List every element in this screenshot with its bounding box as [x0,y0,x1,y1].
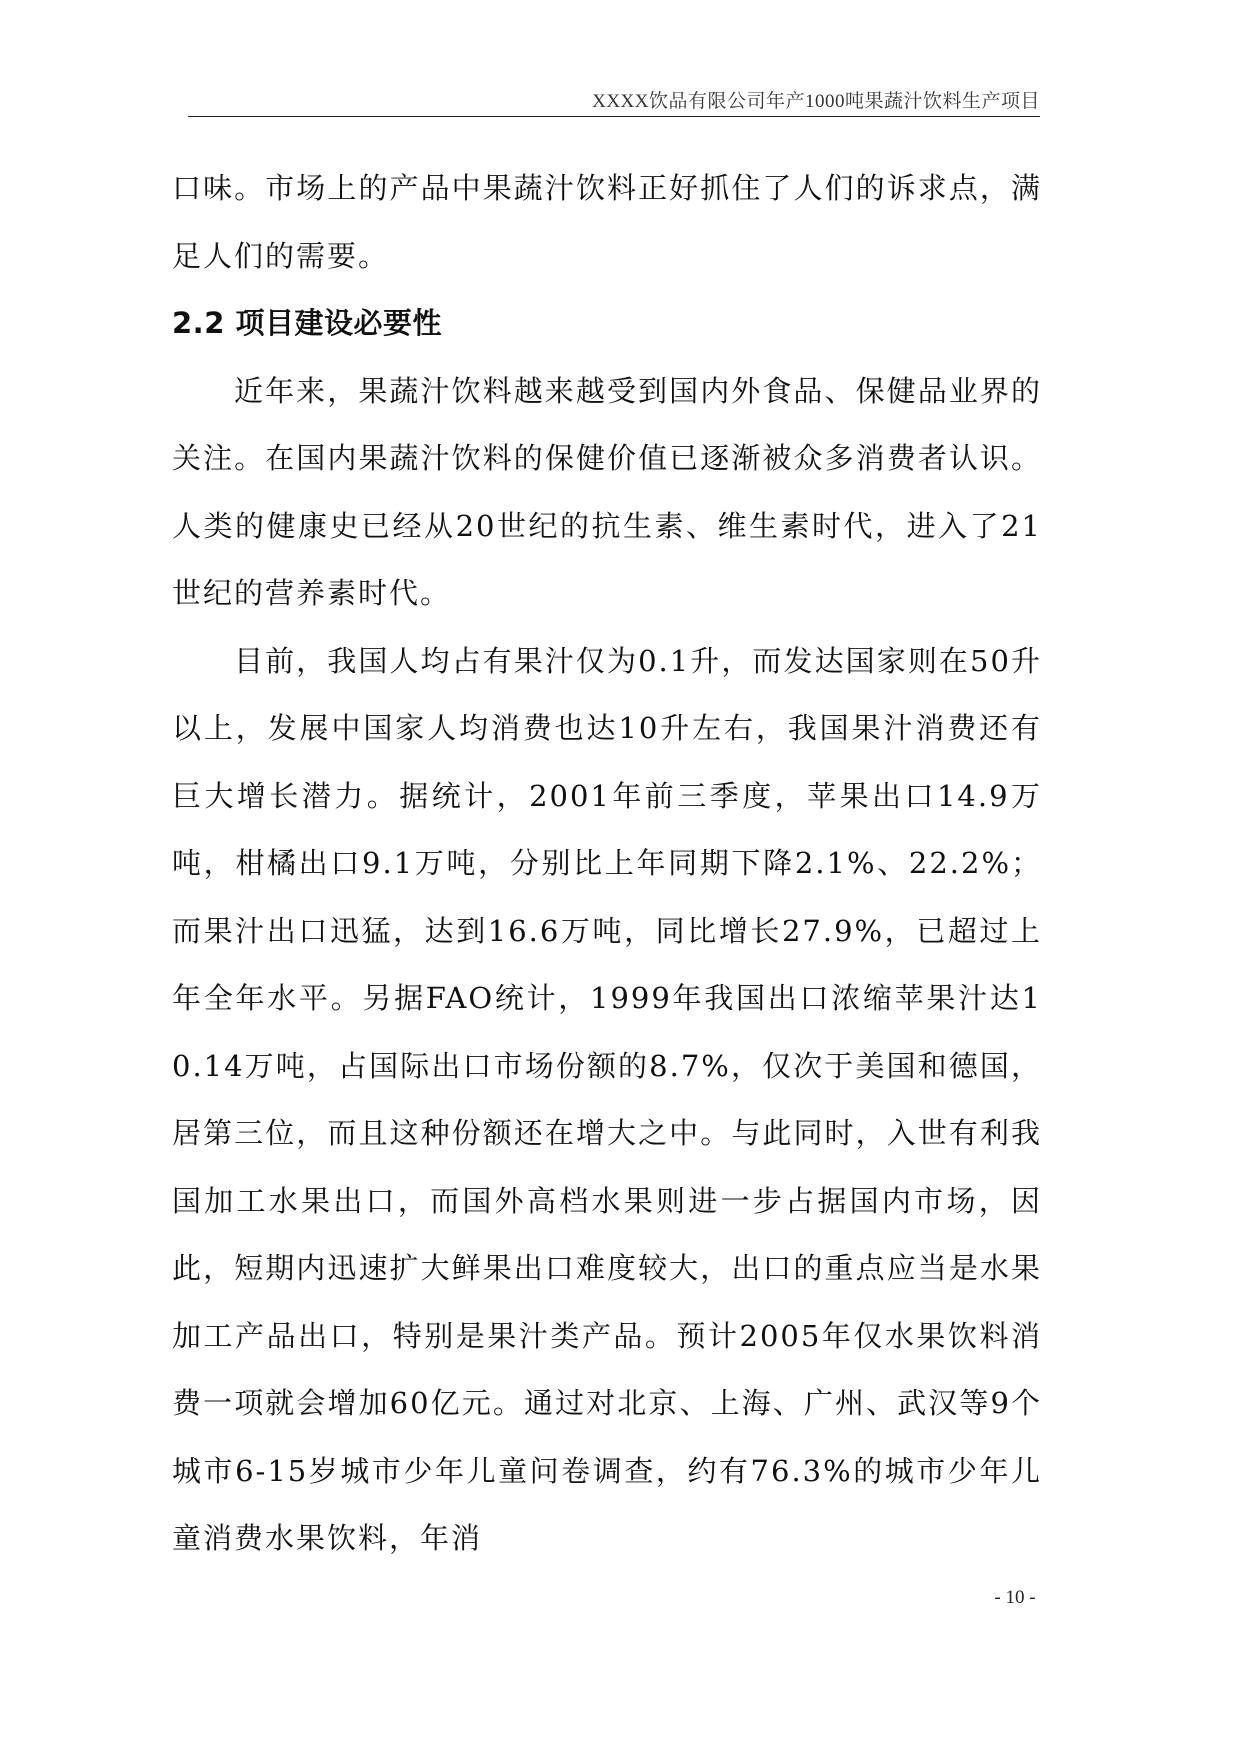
paragraph-continuation: 口味。市场上的产品中果蔬汁饮料正好抓住了人们的诉求点，满足人们的需要。 [172,171,1042,273]
header-divider [188,116,1040,117]
page-number: - 10 - [994,1587,1036,1608]
section-heading: 2.2 项目建设必要性 [172,306,442,340]
paragraph-industry-attention: 近年来，果蔬汁饮料越来越受到国内外食品、保健品业界的关注。在国内果蔬汁饮料的保健价值已逐渐被众多消费者认识。人类的健康史已经从20世纪的抗生素、维生素时代，进入了21世纪的营养素时代。 [172,373,1042,610]
paragraph-market-statistics: 目前，我国人均占有果汁仅为0.1升，而发达国家则在50升以上，发展中国家人均消费也达10升左右，我国果汁消费还有巨大增长潜力。据统计，2001年前三季度，苹果出口14.9万吨，柑橘出口9.1万吨，分别比上年同期下降2.1%、22.2%；而果汁出口迅猛，达到16.6万吨，同比增长27.9%，已超过上年全年水平。另据FAO统计，1999年我国出口浓缩苹果汁达10.14万吨，占国际出口市场份额的8.7%，仅次于美国和德国，居第三位，而且这种份额还在增大之中。与此同时，入世有利我国加工水果出口，而国外高档水果则进一步占据国内市场，因此，短期内迅速扩大鲜果出口难度较大，出口的重点应当是水果加工产品出口，特别是果汁类产品。预计2005年仅水果饮料消费一项就会增加60亿元。通过对北京、上海、广州、武汉等9个城市6-15岁城市少年儿童问卷调查，约有76.3%的城市少年儿童消费水果饮料，年消 [172,643,1042,1555]
running-header: XXXX饮品有限公司年产1000吨果蔬汁饮料生产项目 [592,91,1040,112]
document-body [172,155,1042,1573]
